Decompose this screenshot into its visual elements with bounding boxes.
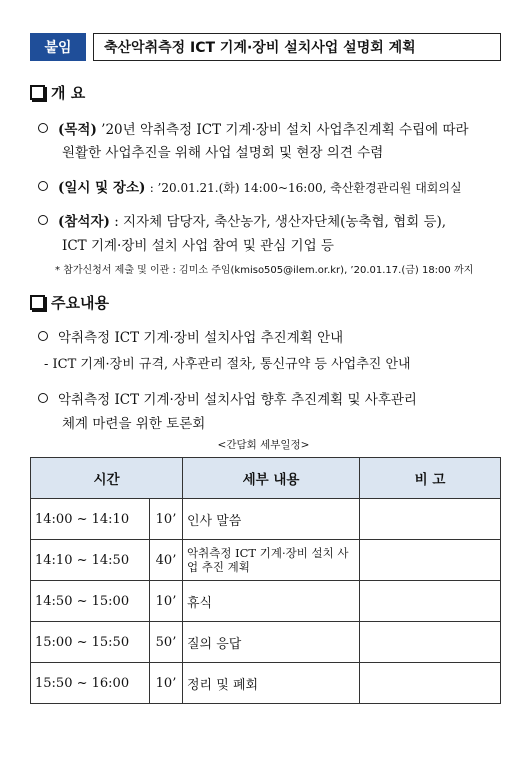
table-row	[31, 540, 501, 581]
attachment-badge: 붙임	[30, 33, 86, 61]
checkbox-square-icon	[30, 85, 45, 100]
attendees-line-2: ICT 기계·장비 설치 사업 참여 및 관심 기업 등	[62, 238, 334, 254]
duration-cell: 10’	[150, 499, 183, 540]
schedule-caption: <간담회 세부일정>	[217, 439, 310, 451]
main-item-2-text: 악취측정 ICT 기계·장비 설치사업 향후 추진계획 및 사후관리	[58, 392, 417, 408]
duration-cell: 50’	[150, 622, 183, 663]
section-title: 개 요	[51, 84, 86, 102]
detail-cell: 인사 말씀	[183, 499, 360, 540]
main-item-1-text: 악취측정 ICT 기계·장비 설치사업 추진계획 안내	[58, 330, 344, 346]
purpose-text: ’20년 악취측정 ICT 기계·장비 설치 사업추진계획 수립에 따라	[101, 122, 469, 138]
circle-bullet-icon	[38, 215, 48, 225]
detail-cell: 정리 및 폐회	[183, 663, 360, 704]
schedule-table	[30, 457, 501, 704]
table-row	[31, 581, 501, 622]
note-cell	[360, 540, 501, 581]
attendees-text: : 지자체 담당자, 축산농가, 생산자단체(농축협, 협회 등),	[114, 214, 447, 230]
table-row	[31, 499, 501, 540]
datetime-text: : ’20.01.21.(화) 14:00~16:00, 축산환경관리원 대회의실	[149, 181, 462, 195]
attendees-line	[38, 210, 446, 230]
time-cell: 15:50 ~ 16:00	[31, 663, 150, 704]
main-item-2-line-2: 체계 마련을 위한 토론회	[62, 416, 206, 432]
duration-cell: 10’	[150, 663, 183, 704]
registration-note: * 참가신청서 제출 및 이관 : 김미소 주임(kmiso505@ilem.or.kr), ’20.01.17.(금) 18:00 까지	[55, 265, 474, 276]
table-header-row	[31, 458, 501, 499]
detail-cell	[183, 540, 360, 581]
time-cell: 14:00 ~ 14:10	[31, 499, 150, 540]
table-row	[31, 663, 501, 704]
time-cell: 15:00 ~ 15:50	[31, 622, 150, 663]
time-cell: 14:50 ~ 15:00	[31, 581, 150, 622]
circle-bullet-icon	[38, 181, 48, 191]
table-row	[31, 622, 501, 663]
purpose-line-2: 원활한 사업추진을 위해 사업 설명회 및 현장 의견 수렴	[62, 145, 384, 161]
main-item-1	[38, 326, 343, 346]
datetime-label: (일시 및 장소)	[58, 180, 146, 196]
datetime-line	[38, 176, 462, 196]
header-note: 비 고	[360, 458, 501, 499]
note-cell	[360, 499, 501, 540]
header-time: 시간	[31, 458, 183, 499]
section-overview-heading	[30, 82, 85, 103]
time-cell: 14:10 ~ 14:50	[31, 540, 150, 581]
detail-cell: 질의 응답	[183, 622, 360, 663]
note-cell	[360, 581, 501, 622]
main-item-2	[38, 388, 417, 408]
note-cell	[360, 663, 501, 704]
note-cell	[360, 622, 501, 663]
attendees-label: (참석자)	[58, 214, 110, 230]
circle-bullet-icon	[38, 331, 48, 341]
section-title: 주요내용	[51, 294, 109, 312]
circle-bullet-icon	[38, 393, 48, 403]
document-title: 축산악취측정 ICT 기계·장비 설치사업 설명회 계획	[93, 33, 501, 61]
document-header	[30, 33, 501, 61]
purpose-label: (목적)	[58, 122, 97, 138]
detail-text: 악취측정 ICT 기계·장비 설치 사업 추진 계획	[187, 546, 349, 574]
duration-cell: 40’	[150, 540, 183, 581]
duration-cell: 10’	[150, 581, 183, 622]
main-item-1-sub: - ICT 기계·장비 규격, 사후관리 절차, 통신규약 등 사업추진 안내	[44, 357, 411, 372]
header-detail: 세부 내용	[183, 458, 360, 499]
checkbox-square-icon	[30, 295, 45, 310]
purpose-line	[38, 118, 469, 138]
circle-bullet-icon	[38, 123, 48, 133]
detail-cell: 휴식	[183, 581, 360, 622]
section-main-heading	[30, 292, 109, 313]
